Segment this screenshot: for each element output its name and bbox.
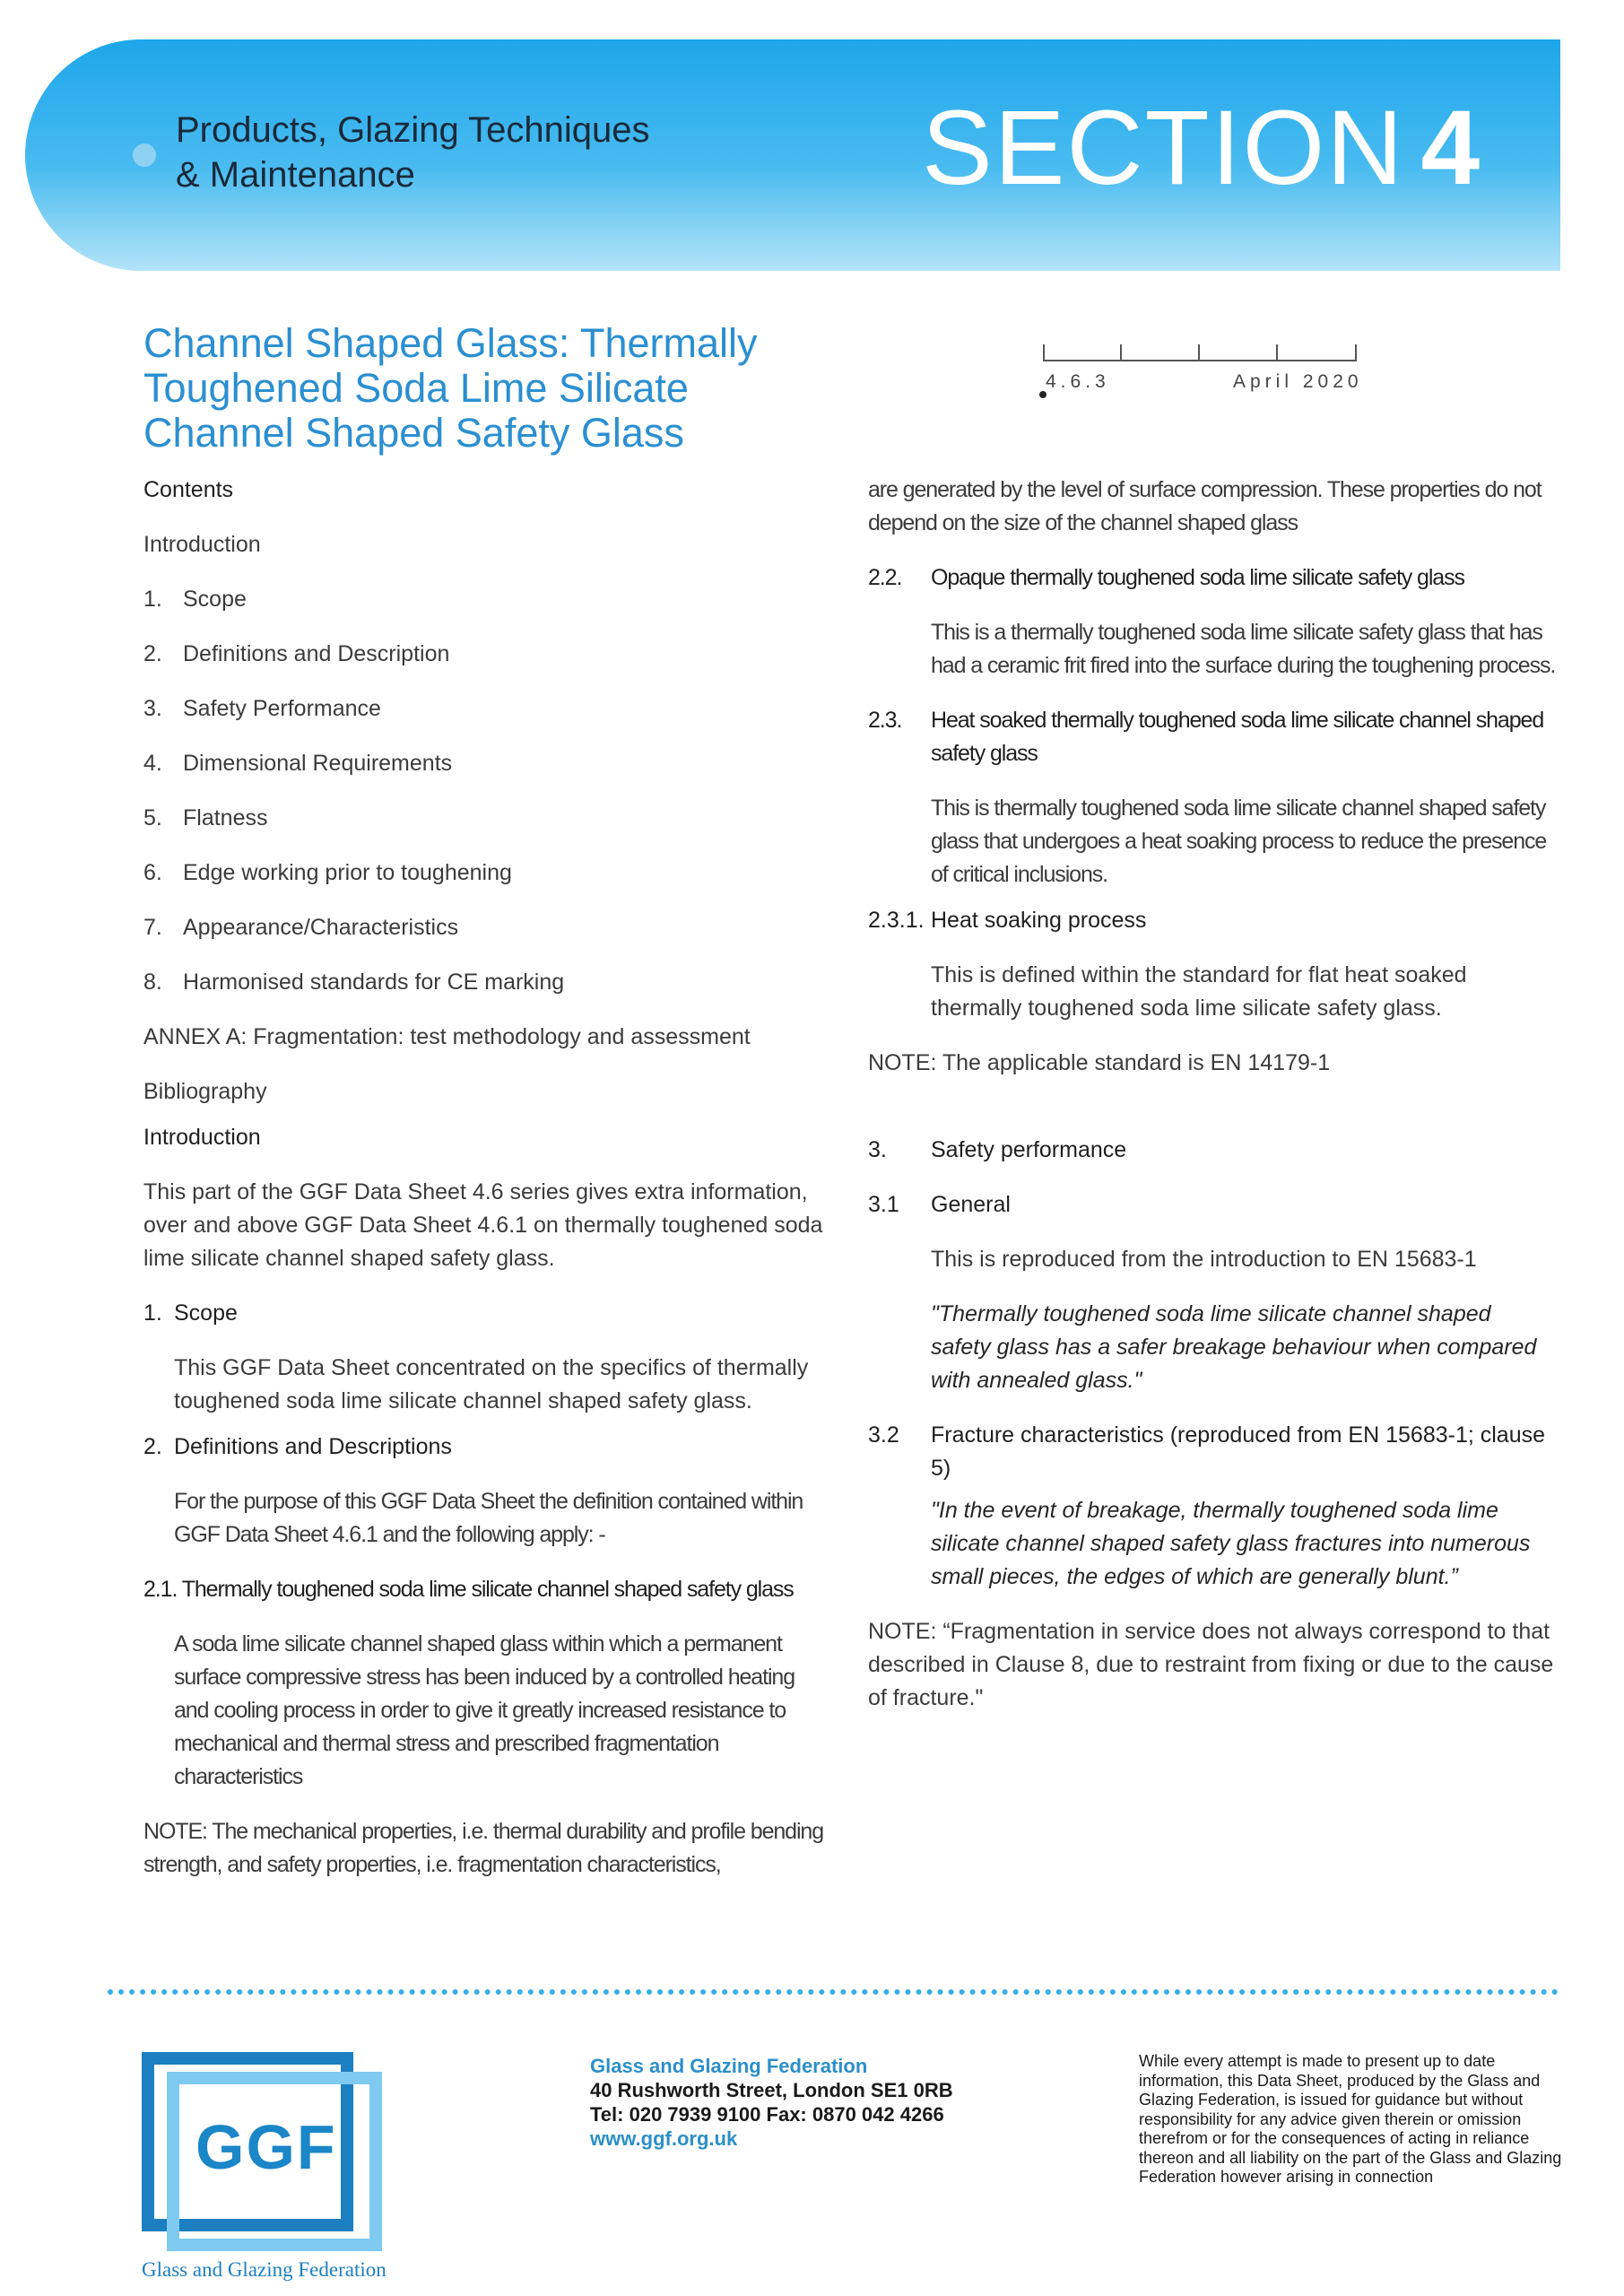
section-2-2-text: This is a thermally toughened soda lime silicate safety glass that has had a ceramic frit fired into the surface during the toughening process. (931, 620, 1556, 678)
ggf-logo (142, 2052, 395, 2281)
street-address: 40 Rushworth Street, London SE1 0RB (590, 2079, 953, 2101)
banner-subtitle (176, 108, 649, 197)
scope-text: This GGF Data Sheet concentrated on the specifics of thermally toughened soda lime silicate channel shaped safety glass. (174, 1355, 809, 1413)
toc-label: Scope (183, 587, 247, 612)
toc-label: ANNEX A: Fragmentation: test methodology and assessment (143, 1024, 751, 1049)
section-3-heading (868, 1134, 1557, 1167)
datasheet-number: 4.6.3 (1046, 371, 1110, 392)
toc-item-bibliography (143, 1075, 825, 1109)
toc-label: Edge working prior to toughening (183, 860, 512, 885)
toc-num: 2. (143, 641, 162, 666)
toc-label: Dimensional Requirements (183, 751, 453, 776)
section-3-num: 3. (868, 1137, 887, 1162)
section-2-3-text: This is thermally toughened soda lime silicate channel shaped safety glass that undergoes a heat soaking process to reduce the presence of critical inclusions. (931, 796, 1547, 887)
toc-num: 4. (143, 751, 162, 776)
contents-heading: Contents (143, 477, 234, 502)
disclaimer: While every attempt is made to present up to date information, this Data Sheet, produced by the Glass and Glazing Federation, is issued for guidance but without responsibility for any advice given therein or omission therefrom or for the consequences of acting in reliance thereon and all liability on the part of the Glass and Glazing Federation however arising in connection (1139, 2052, 1562, 2186)
section-2-3-1-title: Heat soaking process (931, 908, 1147, 933)
toc-label: Flatness (183, 805, 268, 831)
heat-soak-note: NOTE: The applicable standard is EN 14179-1 (868, 1050, 1331, 1075)
right-column (868, 474, 1557, 1715)
footer-divider (108, 1989, 1559, 1995)
title-line1: Channel Shaped Glass: Thermally (143, 320, 758, 366)
section-3-2-heading (868, 1419, 1557, 1485)
section-2-3-heading (868, 704, 1557, 770)
section-3-1-num: 3.1 (868, 1192, 899, 1217)
section-2-2-num: 2.2. (868, 565, 902, 590)
toc-item-annex-a (143, 1021, 825, 1054)
section-3-2-title: Fracture characteristics (reproduced from EN 15683-1; clause 5) (931, 1422, 1546, 1481)
section-label (922, 90, 1481, 206)
ruler-icon (1043, 344, 1357, 362)
datasheet-date: April 2020 (1233, 371, 1363, 392)
mechanical-note: NOTE: The mechanical properties, i.e. thermal durability and profile bending strength, and safety properties, i.e. fragmentation characteristics, (143, 1819, 824, 1877)
toc-label: Appearance/Characteristics (183, 915, 459, 940)
bullet-icon (1039, 391, 1046, 398)
introduction-heading: Introduction (143, 1125, 261, 1150)
toc-num: 8. (143, 970, 162, 995)
definitions-num: 2. (143, 1434, 162, 1459)
definitions-text: For the purpose of this GGF Data Sheet the definition contained within GGF Data Sheet 4.6.1 and the following apply: - (174, 1489, 803, 1547)
section-2-3-1-num: 2.3.1. (868, 908, 925, 933)
section-3-1-quote: "Thermally toughened soda lime silicate channel shaped safety glass has a safer breakage behaviour when compared with annealed glass." (931, 1301, 1537, 1393)
toc-label: Harmonised standards for CE marking (183, 970, 565, 995)
reference-block (1043, 339, 1363, 402)
scope-heading (143, 1297, 825, 1330)
toc-item-introduction (143, 528, 825, 561)
section-2-1-heading: 2.1. Thermally toughened soda lime silicate channel shaped safety glass (143, 1577, 794, 1602)
definitions-heading (143, 1431, 825, 1464)
document-title (143, 321, 843, 456)
section-2-3-title: Heat soaked thermally toughened soda lime silicate channel shaped safety glass (931, 708, 1544, 766)
logo-caption: Glass and Glazing Federation (142, 2258, 386, 2281)
website-link[interactable]: www.ggf.org.uk (590, 2127, 738, 2150)
section-2-2-heading (868, 561, 1557, 595)
footer-address (590, 2054, 1056, 2151)
fragmentation-note: NOTE: “Fragmentation in service does not always correspond to that described in Clause 8, due to restraint from fixing or due to the cause of fracture." (868, 1619, 1554, 1710)
toc-num: 3. (143, 696, 162, 721)
banner-bullet-icon (133, 144, 156, 167)
toc-label: Bibliography (143, 1079, 267, 1104)
title-line2: Toughened Soda Lime Silicate (143, 365, 689, 411)
toc-item-edge-working (143, 857, 825, 890)
section-number: 4 (1420, 89, 1482, 207)
continued-text: are generated by the level of surface compression. These properties do not depend on the size of the channel shaped glass (868, 477, 1541, 535)
toc-item-definitions (143, 638, 825, 671)
section-2-3-num: 2.3. (868, 708, 902, 733)
toc-num: 6. (143, 860, 162, 885)
phone-fax: Tel: 020 7939 9100 Fax: 0870 042 4266 (590, 2103, 944, 2126)
toc-num: 1. (143, 587, 162, 612)
section-3-2-num: 3.2 (868, 1422, 899, 1448)
banner-subtitle-line2: & Maintenance (176, 155, 415, 195)
toc-item-scope (143, 583, 825, 616)
section-3-1-heading (868, 1188, 1557, 1222)
section-3-1-title: General (931, 1192, 1011, 1217)
definitions-title: Definitions and Descriptions (174, 1434, 452, 1459)
section-2-3-1-heading (868, 904, 1557, 937)
toc-item-ce-marking (143, 966, 825, 999)
banner-subtitle-line1: Products, Glazing Techniques (176, 110, 650, 150)
scope-title: Scope (174, 1300, 238, 1326)
section-2-1-text: A soda lime silicate channel shaped glass within which a permanent surface compressive stress has been induced by a controlled heating and cooling process in order to give it greatly increased resistance to mechanical and thermal stress and prescribed fragmentation characteristics (174, 1631, 795, 1789)
left-column (143, 474, 825, 1882)
section-word: SECTION (922, 89, 1405, 207)
section-2-3-1-text: This is defined within the standard for flat heat soaked thermally toughened soda lime silicate safety glass. (931, 962, 1467, 1021)
toc-item-dimensional (143, 747, 825, 780)
toc-label: Definitions and Description (183, 641, 450, 666)
section-2-2-title: Opaque thermally toughened soda lime silicate safety glass (931, 565, 1464, 590)
section-3-2-quote: "In the event of breakage, thermally toughened soda lime silicate channel shaped safety glass fractures into numerous small pieces, the edges of which are generally blunt.” (931, 1498, 1531, 1589)
toc-num: 5. (143, 805, 162, 831)
toc-label: Introduction (143, 532, 261, 557)
section-3-title: Safety performance (931, 1137, 1127, 1162)
toc-item-appearance (143, 911, 825, 944)
toc-num: 7. (143, 915, 162, 940)
org-name: Glass and Glazing Federation (590, 2055, 868, 2077)
introduction-text: This part of the GGF Data Sheet 4.6 series gives extra information, over and above GGF Data Sheet 4.6.1 on thermally toughened soda lime silicate channel shaped safety glass. (143, 1179, 823, 1271)
logo-text: GGF (195, 2112, 337, 2182)
title-line3: Channel Shaped Safety Glass (143, 410, 684, 456)
toc-label: Safety Performance (183, 696, 381, 721)
toc-item-safety (143, 692, 825, 726)
toc-item-flatness (143, 802, 825, 835)
scope-num: 1. (143, 1300, 162, 1326)
section-3-1-text: This is reproduced from the introduction to EN 15683-1 (931, 1247, 1477, 1272)
